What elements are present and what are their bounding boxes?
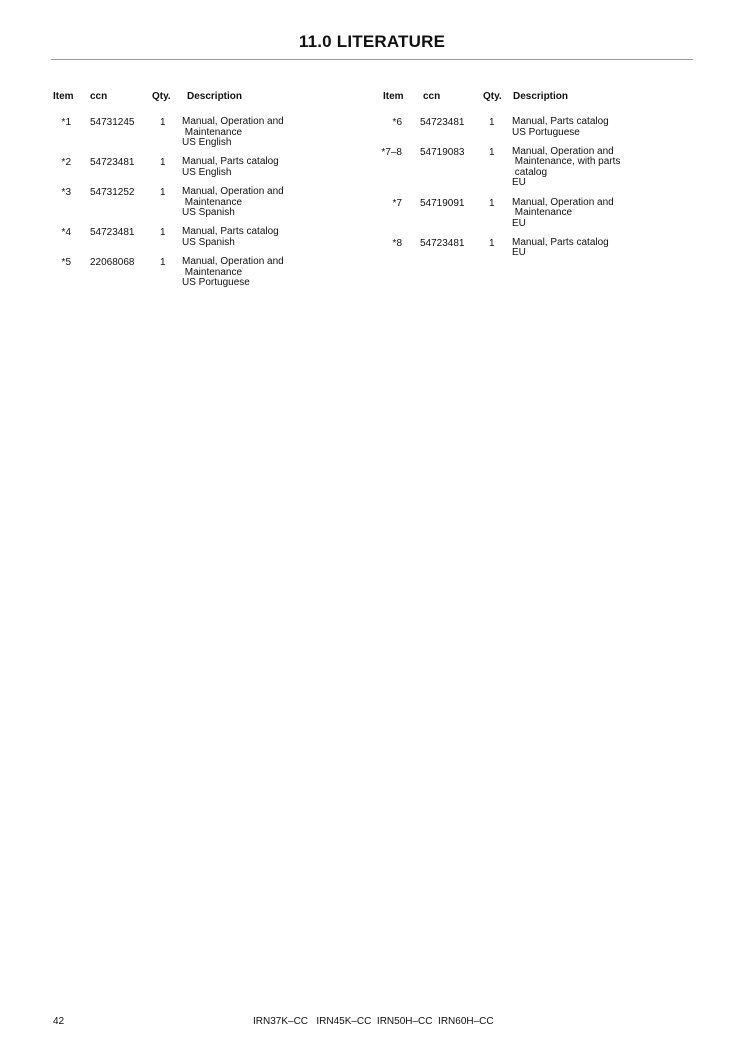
quantity: 1 — [160, 227, 166, 239]
item-number: *8 — [392, 237, 402, 249]
ccn-number: 54723481 — [420, 237, 465, 249]
description: Manual, Parts catalog US Portuguese — [512, 116, 609, 138]
title-divider — [51, 59, 693, 60]
item-number: *3 — [61, 187, 71, 198]
description: Manual, Parts catalog EU — [512, 236, 609, 259]
quantity: 1 — [160, 157, 166, 169]
description: Manual, Operation and Maintenance, with parts catalog EU — [512, 145, 621, 189]
description: Manual, Parts catalog US Spanish — [182, 226, 279, 248]
item-number: *7–8 — [381, 146, 402, 158]
header-description: Description — [187, 91, 243, 102]
ccn-number: 54723481 — [90, 157, 135, 169]
model-list: IRN37K–CC IRN45K–CC IRN50H–CC IRN60H–CC — [253, 1016, 494, 1027]
item-number: *2 — [61, 157, 71, 169]
description: Manual, Operation and Maintenance EU — [512, 196, 614, 229]
header-ccn: ccn — [90, 91, 108, 102]
item-number: *7 — [392, 197, 402, 209]
item-number: *4 — [61, 227, 71, 239]
literature-table-right — [381, 91, 681, 259]
quantity: 1 — [160, 187, 166, 198]
header-description: Description — [513, 91, 569, 102]
description: Manual, Parts catalog US English — [182, 156, 279, 178]
header-ccn: ccn — [423, 91, 441, 102]
ccn-number: 54723481 — [90, 227, 135, 239]
ccn-number: 54719091 — [420, 197, 465, 209]
ccn-number: 22068068 — [90, 257, 135, 268]
quantity: 1 — [489, 237, 495, 249]
description: Manual, Operation and Maintenance US English — [182, 116, 284, 149]
page-title: 11.0 LITERATURE — [298, 32, 446, 51]
description: Manual, Operation and Maintenance US Portuguese — [182, 256, 284, 289]
quantity: 1 — [160, 257, 166, 268]
ccn-number: 54731245 — [90, 117, 135, 128]
literature-table-left — [53, 91, 353, 289]
ccn-number: 54731252 — [90, 187, 135, 198]
header-item: Item — [383, 91, 404, 102]
quantity: 1 — [489, 117, 495, 128]
table-header — [53, 91, 353, 103]
header-qty: Qty. — [152, 91, 171, 102]
item-number: *6 — [392, 117, 402, 128]
item-number: *1 — [61, 117, 71, 128]
header-qty: Qty. — [483, 91, 502, 102]
quantity: 1 — [489, 197, 495, 209]
description: Manual, Operation and Maintenance US Spanish — [182, 186, 284, 219]
table-header — [381, 91, 681, 103]
ccn-number: 54719083 — [420, 146, 465, 158]
item-number: *5 — [61, 257, 71, 268]
ccn-number: 54723481 — [420, 117, 465, 128]
quantity: 1 — [489, 146, 495, 158]
page-number: 42 — [53, 1016, 65, 1027]
header-item: Item — [53, 91, 74, 102]
quantity: 1 — [160, 117, 166, 128]
